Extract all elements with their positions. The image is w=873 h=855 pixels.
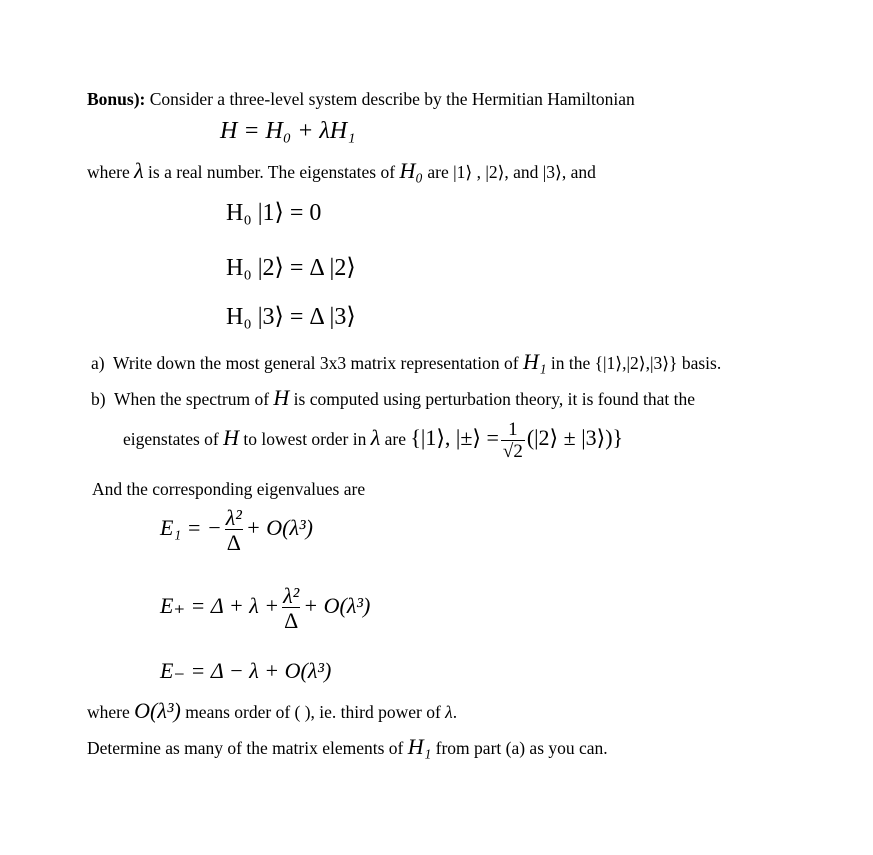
bonus-heading: Bonus): [87, 89, 146, 109]
e1-num: λ² [225, 505, 242, 530]
eplus-frac [281, 584, 301, 632]
final-text2: from part (a) as you can. [435, 738, 608, 758]
lambda-symbol-2: λ [370, 424, 381, 450]
part-b-text2: is computed using perturbation theory, it is found that the [293, 389, 695, 409]
intro-line [87, 91, 635, 109]
order-where: where [87, 702, 130, 722]
eplus-num: λ² [283, 583, 300, 608]
order-period: . [452, 702, 458, 722]
part-b-text3: eigenstates of [123, 428, 219, 449]
states-right: (|2⟩ ± |3⟩)} [526, 424, 624, 450]
part-b-label: b) [91, 389, 106, 409]
equation-eplus [160, 584, 370, 632]
eplus-den: Δ [284, 608, 299, 634]
h0-symbol: H₀ [399, 158, 423, 183]
eplus-rhs: + O(λ³) [303, 593, 371, 619]
equation-h0-1: H₀ |1⟩ = 0 [226, 200, 322, 226]
e1-rhs: + O(λ³) [245, 515, 313, 541]
order-symbol: O(λ³) [134, 698, 181, 723]
hamiltonian-equation: H = H₀ + λH₁ [220, 118, 356, 144]
where-text: is a real number. The eigenstates of [148, 162, 396, 182]
equation-h0-3: H₀ |3⟩ = Δ |3⟩ [226, 304, 356, 330]
h1-symbol-2: H₁ [407, 734, 432, 759]
part-a-in-the: in the [550, 353, 591, 373]
part-b-line2 [123, 420, 623, 462]
where-word: where [87, 162, 130, 182]
part-a-text: Write down the most general 3x3 matrix representation of [113, 353, 519, 373]
part-a-label: a) [91, 353, 105, 373]
frac-num: 1 [508, 419, 518, 440]
part-b-line1 [91, 387, 695, 409]
states-left: {|1⟩, |±⟩ = [410, 424, 499, 450]
part-a [91, 351, 721, 373]
final-text1: Determine as many of the matrix elements of [87, 738, 404, 758]
equation-e1 [160, 506, 313, 554]
lambda-symbol: λ [134, 158, 144, 183]
e1-frac [224, 506, 244, 554]
order-line [87, 700, 457, 722]
basis-set: {|1⟩,|2⟩,|3⟩} [594, 353, 678, 373]
where-line [87, 160, 596, 182]
part-b-text1: When the spectrum of [114, 389, 270, 409]
equation-h0-2: H₀ |2⟩ = Δ |2⟩ [226, 255, 356, 281]
frac-den: √2 [502, 440, 523, 462]
part-b-text4: to lowest order in [243, 428, 367, 449]
h1-symbol: H₁ [522, 349, 547, 374]
order-text: means order of ( ), ie. third power of [185, 702, 441, 722]
h-symbol: H [273, 385, 290, 410]
eplus-lhs: E₊ = Δ + λ + [160, 593, 280, 619]
e1-den: Δ [226, 530, 241, 556]
part-a-end: basis. [681, 353, 722, 373]
h-symbol-2: H [223, 424, 239, 450]
eigen-intro: And the corresponding eigenvalues are [92, 479, 366, 499]
lambda-symbol-3: λ [445, 702, 453, 722]
e1-lhs: E₁ = − [160, 515, 222, 541]
frac-one-over-root2 [501, 420, 525, 462]
part-b-text5: are [384, 428, 406, 449]
equation-eminus: E₋ = Δ − λ + O(λ³) [160, 658, 332, 683]
intro-text: Consider a three-level system describe by the Hermitian Hamiltonian [149, 89, 635, 109]
final-line [87, 736, 608, 758]
eigenstates-text: are |1⟩ , |2⟩, and |3⟩, and [427, 162, 596, 182]
